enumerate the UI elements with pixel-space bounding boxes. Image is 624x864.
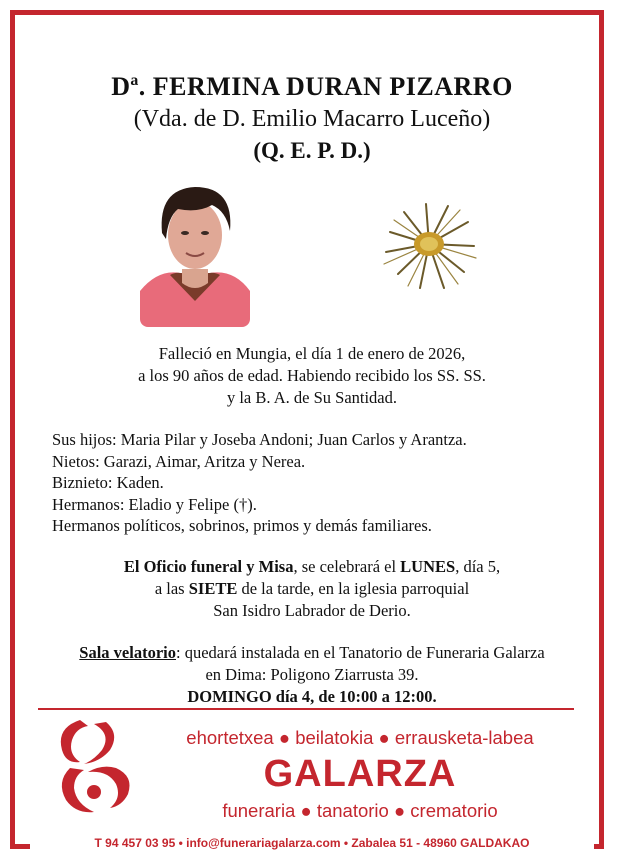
family-line: Sus hijos: Maria Pilar y Joseba Andoni; Juan Carlos y Arantza. <box>52 430 467 449</box>
death-paragraph: Falleció en Mungia, el día 1 de enero de 2026, a los 90 años de edad. Habiendo recibido los SS. SS. y la B. A. de Su Santidad. <box>138 344 486 407</box>
brand-name: GALARZA <box>263 753 457 795</box>
family-list <box>52 429 467 537</box>
family-line: Hermanos: Eladio y Felipe (†). <box>52 494 257 514</box>
divider-line <box>38 708 574 710</box>
contact-footer: T 94 457 03 95 • info@funerariagalarza.com • Zabalea 51 - 48960 GALDAKAO <box>30 836 594 850</box>
deceased-name: Dª. FERMINA DURAN PIZARRO <box>111 72 513 101</box>
rip-text: (Q. E. P. D.) <box>253 138 371 163</box>
galarza-logo <box>50 714 138 822</box>
services-basque: ehortetxea ● beilatokia ● errausketa-labea <box>186 727 534 748</box>
family-line: Biznieto: Kaden. <box>52 473 164 493</box>
portrait-photo <box>140 173 250 327</box>
wake-label: Sala velatorio <box>79 643 176 662</box>
funeral-paragraph: El Oficio funeral y Misa, se celebrará el LUNES, día 5, a las SIETE de la tarde, en la iglesia parroquial San Isidro Labrador de Derio. <box>123 557 501 620</box>
widow-of: (Vda. de D. Emilio Macarro Luceño) <box>133 106 491 132</box>
wake-paragraph: Sala velatorio: quedará instalada en el Tanatorio de Funeraria Galarza en Dima: Poligono Ziarrusta 39. DOMINGO día 4, de 10:00 a 12:00. <box>79 643 545 706</box>
family-line: Nietos: Garazi, Aimar, Aritza y Nerea. <box>52 451 306 471</box>
family-line: Hermanos políticos, sobrinos, primos y demás familiares. <box>52 516 432 536</box>
thistle-flower-image <box>380 202 478 294</box>
services-spanish: funeraria ● tanatorio ● crematorio <box>222 800 498 821</box>
